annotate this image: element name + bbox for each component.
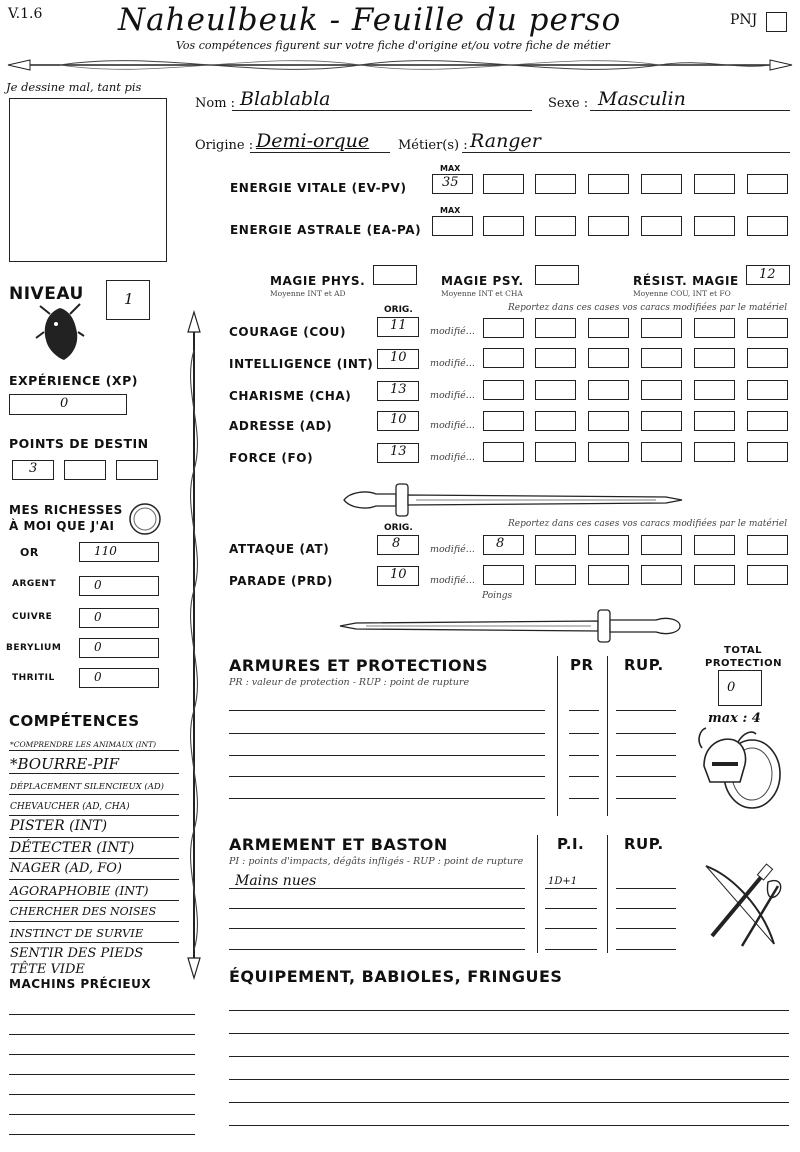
ea-box-6[interactable]: [747, 216, 788, 236]
arme-pi-line: [545, 908, 597, 909]
modifie-label: modifié...: [430, 326, 475, 337]
arme-rup-line: [616, 949, 676, 950]
armures-title: ARMURES ET PROTECTIONS: [229, 656, 488, 675]
origine-underline: [250, 152, 390, 153]
competence-line: [9, 794, 179, 795]
carac-orig-value: 11: [390, 318, 407, 333]
magie-phys-note: Moyenne INT et AD: [270, 289, 346, 298]
portrait-caption: Je dessine mal, tant pis: [6, 80, 142, 94]
carac-mod-box[interactable]: [483, 348, 524, 368]
niveau-box[interactable]: [106, 280, 150, 320]
armure-line: [229, 710, 545, 711]
modifie-label: modifié...: [430, 575, 475, 586]
arme-pi-line: [545, 888, 597, 889]
competence-line: [9, 879, 179, 880]
carac-mod-box[interactable]: [588, 411, 629, 431]
sword-illustration: [336, 480, 686, 520]
armure-line: [229, 755, 545, 756]
carac-orig-value: 10: [390, 350, 407, 365]
carac-mod-box[interactable]: [747, 318, 788, 338]
combat-orig-label: ORIG.: [384, 523, 413, 533]
competence-item[interactable]: DÉTECTER (INT): [10, 840, 135, 856]
carac-note: Reportez dans ces cases vos caracs modifiées par le matériel: [508, 303, 788, 313]
carac-mod-box[interactable]: [641, 411, 682, 431]
ea-box-2[interactable]: [535, 216, 576, 236]
argent-label: ARGENT: [12, 579, 57, 589]
destin-value: 3: [29, 461, 38, 476]
competence-item[interactable]: *BOURRE-PIF: [10, 755, 120, 773]
carac-orig-box[interactable]: [377, 317, 419, 337]
modifie-label: modifié...: [430, 544, 475, 555]
destin-label: POINTS DE DESTIN: [9, 436, 149, 451]
ea-box-1[interactable]: [483, 216, 524, 236]
ea-box-5[interactable]: [694, 216, 735, 236]
resist-magie-box[interactable]: [746, 265, 790, 285]
carac-orig-value: 13: [390, 382, 407, 397]
equipement-line: [229, 1079, 789, 1080]
poings-label: Poings: [482, 591, 513, 601]
or-label: OR: [20, 546, 39, 559]
machins-precieux-label: MACHINS PRÉCIEUX: [9, 977, 152, 991]
cuivre-label: CUIVRE: [12, 612, 53, 622]
origine-value[interactable]: Demi-orque: [256, 130, 370, 152]
berylium-label: BERYLIUM: [6, 643, 62, 653]
parade-mod-box[interactable]: [483, 565, 524, 585]
competence-line: [9, 750, 179, 751]
metier-underline: [462, 152, 790, 153]
argent-value: 0: [94, 578, 102, 592]
carac-mod-box[interactable]: [483, 442, 524, 462]
spear-ornament: [180, 310, 208, 980]
thritil-label: THRITIL: [12, 673, 55, 683]
machins-line: [9, 1094, 195, 1095]
parade-mod-box[interactable]: [747, 565, 788, 585]
destin-box[interactable]: [12, 460, 54, 480]
weapon-name[interactable]: Mains nues: [235, 873, 317, 889]
rup-header: RUP.: [624, 656, 664, 674]
berylium-box[interactable]: [79, 638, 159, 658]
carac-mod-box[interactable]: [483, 318, 524, 338]
weapon-pi[interactable]: 1D+1: [548, 876, 578, 887]
armure-line: [229, 798, 545, 799]
origine-label: Origine :: [195, 138, 254, 153]
parade-mod-box[interactable]: [694, 565, 735, 585]
armure-line: [229, 733, 545, 734]
total-protection-label: TOTAL: [724, 645, 762, 656]
destin-box[interactable]: [116, 460, 158, 480]
magie-psy-label: MAGIE PSY.: [441, 274, 524, 288]
arme-pi-line: [545, 949, 597, 950]
parade-orig-box[interactable]: [377, 566, 419, 586]
ev-box-4[interactable]: [641, 174, 682, 194]
machins-line: [9, 1014, 195, 1015]
ev-box-1[interactable]: [483, 174, 524, 194]
magie-psy-box[interactable]: [535, 265, 579, 285]
carac-mod-box[interactable]: [747, 380, 788, 400]
attaque-mod-box[interactable]: [694, 535, 735, 555]
richesses-label-2: À MOI QUE J'AI: [9, 519, 115, 533]
thritil-value: 0: [94, 670, 102, 684]
ev-label: ENERGIE VITALE (EV-PV): [230, 181, 407, 195]
modifie-label: modifié...: [430, 358, 475, 369]
modifie-label: modifié...: [430, 390, 475, 401]
parade-orig-value: 10: [390, 567, 407, 582]
carac-mod-box[interactable]: [483, 380, 524, 400]
arme-line: [229, 928, 525, 929]
competence-line: [9, 858, 179, 859]
competence-line: [9, 900, 179, 901]
arme-rup-line: [616, 928, 676, 929]
armures-note: PR : valeur de protection - RUP : point de rupture: [229, 677, 470, 688]
sexe-value[interactable]: Masculin: [598, 88, 686, 110]
competence-item[interactable]: CHEVAUCHER (AD, CHA): [10, 802, 130, 812]
armure-rup-line: [616, 733, 676, 734]
ev-box-5[interactable]: [694, 174, 735, 194]
ea-box-4[interactable]: [641, 216, 682, 236]
attaque-mod-box[interactable]: [588, 535, 629, 555]
armures-divider: [607, 656, 608, 816]
armure-pr-line: [569, 798, 599, 799]
portrait-box[interactable]: [9, 98, 167, 262]
carac-orig-box[interactable]: [377, 443, 419, 463]
machins-line: [9, 1134, 195, 1135]
richesses-label: MES RICHESSES: [9, 503, 123, 517]
attaque-mod-box[interactable]: [483, 535, 524, 555]
carac-mod-box[interactable]: [641, 348, 682, 368]
armures-divider: [557, 656, 558, 816]
competence-line: [9, 837, 179, 838]
machins-line: [9, 1074, 195, 1075]
armure-pr-line: [569, 776, 599, 777]
parade-label: PARADE (PRD): [229, 574, 334, 588]
carac-label: INTELLIGENCE (INT): [229, 357, 374, 371]
equipement-title: ÉQUIPEMENT, BABIOLES, FRINGUES: [229, 967, 563, 986]
modifie-label: modifié...: [430, 420, 475, 431]
parade-mod-box[interactable]: [641, 565, 682, 585]
combat-note: Reportez dans ces cases vos caracs modifiées par le matériel: [508, 519, 788, 529]
cuivre-box[interactable]: [79, 608, 159, 628]
carac-mod-box[interactable]: [588, 442, 629, 462]
carac-mod-box[interactable]: [641, 442, 682, 462]
machins-line: [9, 1114, 195, 1115]
pnj-label: PNJ: [730, 12, 758, 28]
niveau-label: NIVEAU: [9, 284, 84, 304]
carac-mod-box[interactable]: [641, 380, 682, 400]
ev-box-6[interactable]: [747, 174, 788, 194]
carac-label: ADRESSE (AD): [229, 419, 333, 433]
ev-max-value: 35: [442, 175, 459, 190]
armement-title: ARMEMENT ET BASTON: [229, 835, 448, 854]
magie-phys-box[interactable]: [373, 265, 417, 285]
header-spear-ornament: [0, 52, 800, 78]
nom-value[interactable]: Blablabla: [240, 88, 331, 110]
ev-box-2[interactable]: [535, 174, 576, 194]
arme-line: [229, 908, 525, 909]
carac-mod-box[interactable]: [747, 442, 788, 462]
magie-psy-note: Moyenne INT et CHA: [441, 289, 523, 298]
attaque-mod-box[interactable]: [535, 535, 576, 555]
page-subtitle: Vos compétences figurent sur votre fiche d'origine et/ou votre fiche de métier: [176, 39, 610, 52]
carac-mod-box[interactable]: [694, 380, 735, 400]
carac-mod-box[interactable]: [535, 442, 576, 462]
arme-line: [229, 949, 525, 950]
resist-magie-note: Moyenne COU, INT et FO: [633, 289, 731, 298]
coin-icon: [128, 502, 162, 536]
page-title: Naheulbeuk - Feuille du perso: [118, 2, 622, 38]
sexe-underline: [590, 110, 790, 111]
competence-item[interactable]: NAGER (AD, FO): [10, 861, 122, 876]
attaque-orig-value: 8: [392, 536, 401, 551]
machins-line: [9, 1054, 195, 1055]
resist-magie-label: RÉSIST. MAGIE: [633, 274, 739, 288]
niveau-value: 1: [124, 290, 134, 308]
xp-box[interactable]: [9, 394, 127, 415]
competences-label: COMPÉTENCES: [9, 712, 140, 730]
armure-rup-line: [616, 755, 676, 756]
weapons-icon: [692, 856, 788, 952]
xp-value: 0: [60, 396, 69, 411]
competence-item[interactable]: SENTIR DES PIEDS: [10, 946, 144, 961]
rup-header: RUP.: [624, 835, 664, 853]
armure-rup-line: [616, 776, 676, 777]
or-box[interactable]: [79, 542, 159, 562]
armure-rup-line: [616, 710, 676, 711]
arme-pi-line: [545, 928, 597, 929]
parade-mod-box[interactable]: [588, 565, 629, 585]
carac-mod-box[interactable]: [694, 348, 735, 368]
thritil-box[interactable]: [79, 668, 159, 688]
carac-mod-box[interactable]: [694, 318, 735, 338]
machins-line: [9, 1034, 195, 1035]
metier-label: Métier(s) :: [398, 138, 468, 153]
armement-note: PI : points d'impacts, dégâts infligés - RUP : point de rupture: [229, 856, 524, 867]
berylium-value: 0: [94, 640, 102, 654]
armure-pr-line: [569, 755, 599, 756]
carac-orig-box[interactable]: [377, 381, 419, 401]
ev-max-label: MAX: [440, 164, 461, 173]
arme-line: [229, 888, 525, 889]
sexe-label: Sexe :: [548, 96, 589, 111]
armure-pr-line: [569, 710, 599, 711]
arme-rup-line: [616, 908, 676, 909]
carac-mod-box[interactable]: [747, 411, 788, 431]
total-protection-max: max : 4: [708, 711, 761, 726]
modifie-label: modifié...: [430, 452, 475, 463]
carac-orig-value: 10: [390, 412, 407, 427]
pnj-checkbox[interactable]: [766, 12, 787, 32]
nom-underline: [232, 110, 532, 111]
carac-mod-box[interactable]: [535, 318, 576, 338]
equipement-line: [229, 1125, 789, 1126]
competence-line: [9, 773, 179, 774]
competence-line: [9, 942, 179, 943]
competence-item[interactable]: *COMPRENDRE LES ANIMAUX (INT): [10, 740, 157, 749]
competence-item[interactable]: AGORAPHOBIE (INT): [10, 883, 149, 898]
pr-header: PR: [570, 656, 594, 674]
competence-line: [9, 921, 179, 922]
nom-label: Nom :: [195, 96, 236, 111]
carac-mod-box[interactable]: [694, 411, 735, 431]
armure-pr-line: [569, 733, 599, 734]
armement-divider: [537, 835, 538, 953]
carac-mod-box[interactable]: [588, 318, 629, 338]
carac-label: CHARISME (CHA): [229, 389, 352, 403]
competence-item[interactable]: TÊTE VIDE: [10, 962, 85, 977]
carac-mod-box[interactable]: [483, 411, 524, 431]
attaque-mod-box[interactable]: [747, 535, 788, 555]
dragon-icon: [34, 302, 86, 364]
equipement-line: [229, 1033, 789, 1034]
attaque-mod-box[interactable]: [641, 535, 682, 555]
ea-box-3[interactable]: [588, 216, 629, 236]
armure-line: [229, 776, 545, 777]
xp-label: EXPÉRIENCE (XP): [9, 373, 138, 388]
equipement-line: [229, 1056, 789, 1057]
ea-max-box[interactable]: [432, 216, 473, 236]
magie-phys-label: MAGIE PHYS.: [270, 274, 366, 288]
ev-max-box[interactable]: [432, 174, 473, 194]
ev-box-3[interactable]: [588, 174, 629, 194]
carac-mod-box[interactable]: [535, 411, 576, 431]
or-value: 110: [94, 544, 117, 558]
destin-box[interactable]: [64, 460, 106, 480]
attaque-label: ATTAQUE (AT): [229, 542, 330, 556]
carac-label: COURAGE (COU): [229, 325, 347, 339]
pi-header: P.I.: [557, 835, 585, 853]
carac-label: FORCE (FO): [229, 451, 314, 465]
metier-value[interactable]: Ranger: [470, 130, 541, 152]
total-protection-box[interactable]: [718, 670, 762, 706]
attaque-orig-box[interactable]: [377, 535, 419, 555]
competence-item[interactable]: DÉPLACEMENT SILENCIEUX (AD): [10, 782, 164, 792]
competence-item[interactable]: INSTINCT DE SURVIE: [10, 926, 144, 940]
carac-mod-box[interactable]: [588, 380, 629, 400]
resist-magie-value: 12: [759, 267, 776, 282]
carac-mod-box[interactable]: [535, 348, 576, 368]
helmet-shield-icon: [694, 724, 784, 814]
argent-box[interactable]: [79, 576, 159, 596]
carac-mod-box[interactable]: [535, 380, 576, 400]
competence-item[interactable]: PISTER (INT): [10, 818, 108, 834]
competence-item[interactable]: CHERCHER DES NOISES: [10, 905, 157, 918]
competence-line: [9, 815, 179, 816]
equipement-line: [229, 1102, 789, 1103]
ea-label: ENERGIE ASTRALE (EA-PA): [230, 223, 422, 237]
carac-mod-box[interactable]: [641, 318, 682, 338]
total-protection-label-2: PROTECTION: [705, 658, 782, 669]
sword-illustration: [336, 606, 686, 646]
carac-mod-box[interactable]: [747, 348, 788, 368]
parade-mod-box[interactable]: [535, 565, 576, 585]
attaque-mod-value: 8: [496, 536, 505, 551]
carac-orig-label: ORIG.: [384, 305, 413, 315]
carac-orig-box[interactable]: [377, 411, 419, 431]
carac-mod-box[interactable]: [694, 442, 735, 462]
total-protection-value: 0: [727, 680, 736, 695]
ea-max-label: MAX: [440, 206, 461, 215]
cuivre-value: 0: [94, 610, 102, 624]
arme-rup-line: [616, 888, 676, 889]
carac-orig-value: 13: [390, 444, 407, 459]
equipement-line: [229, 1010, 789, 1011]
version-label: V.1.6: [8, 6, 43, 22]
carac-orig-box[interactable]: [377, 349, 419, 369]
carac-mod-box[interactable]: [588, 348, 629, 368]
armement-divider: [607, 835, 608, 953]
armure-rup-line: [616, 798, 676, 799]
